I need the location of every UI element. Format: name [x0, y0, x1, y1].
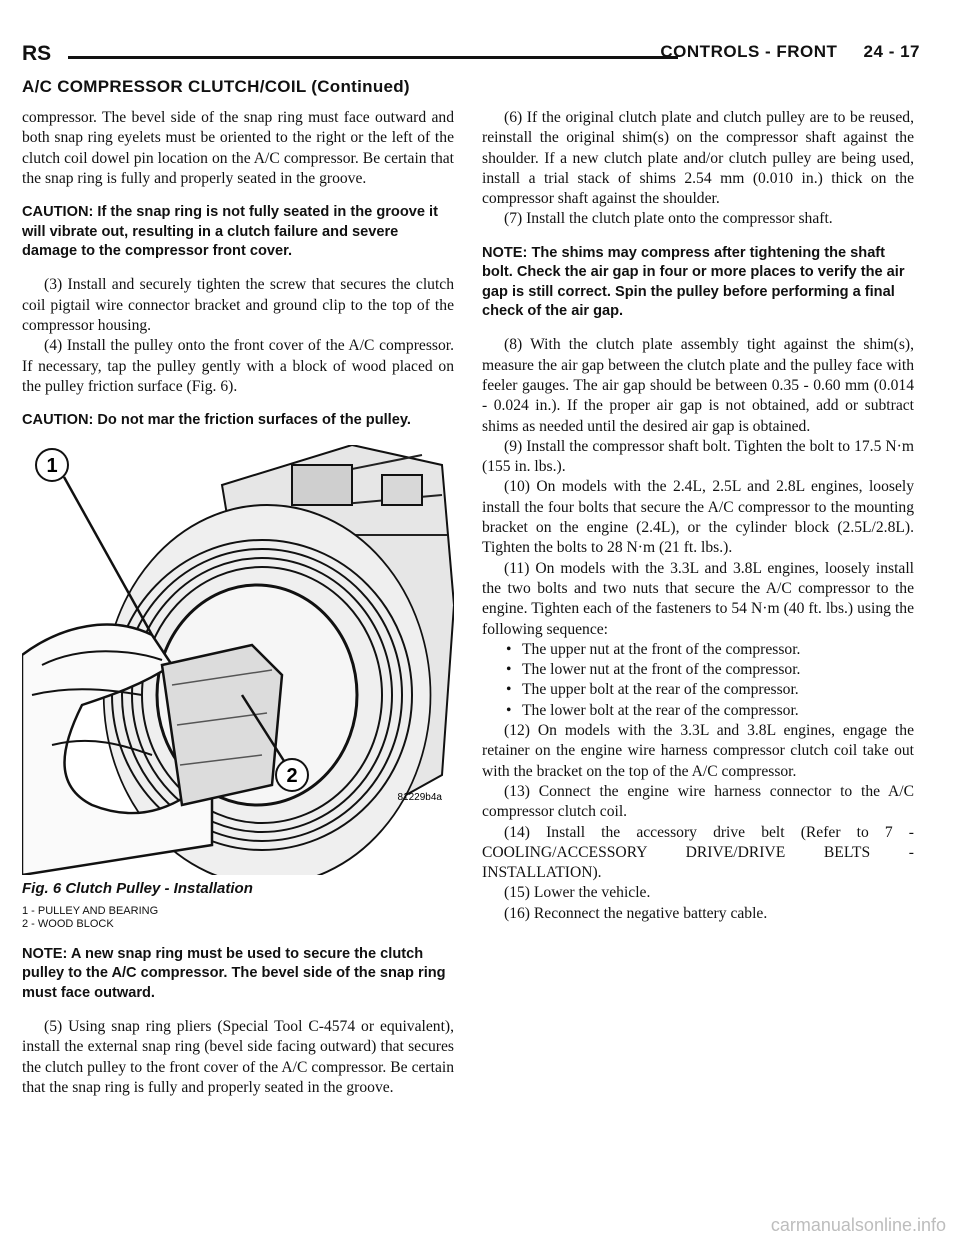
callout-1: 1 [46, 454, 58, 477]
caution-text: CAUTION: Do not mar the friction surfaces of the pulley. [22, 412, 411, 429]
step-7: (7) Install the clutch plate onto the compressor shaft. [504, 210, 833, 228]
section-title: A/C COMPRESSOR CLUTCH/COIL (Continued) [22, 77, 410, 96]
sequence-list [482, 640, 914, 721]
figure-clutch-pulley [22, 445, 454, 875]
note-text: NOTE: A new snap ring must be used to secure the clutch pulley to the A/C compressor. The bevel side of the snap ring must face outward. [22, 945, 446, 1001]
legend-item: 1 - PULLEY AND BEARING [22, 904, 159, 917]
step-3: (3) Install and securely tighten the screw that secures the clutch coil pigtail wire connector bracket and ground clip to the top of the compressor housing. [22, 276, 454, 334]
callout-2: 2 [286, 764, 298, 787]
list-item: • The lower nut at the front of the compressor. [504, 660, 914, 680]
figure-code: 81229b4a [397, 791, 442, 803]
right-column [482, 108, 914, 924]
step-12: (12) On models with the 3.3L and 3.8L engines, engage the retainer on the engine wire harness compressor clutch coil take out with the bracket on the top of the A/C compressor. [482, 722, 914, 780]
header-left: RS [22, 42, 52, 65]
step-15: (15) Lower the vehicle. [504, 884, 651, 902]
note-text: NOTE: The shims may compress after tightening the shaft bolt. Check the air gap in four or more places to verify the air gap is still correct. Spin the pulley before performing a final check of the air gap. [482, 244, 905, 319]
list-item: • The upper bolt at the rear of the compressor. [504, 680, 914, 700]
step-9: (9) Install the compressor shaft bolt. Tighten the bolt to 17.5 N·m (155 in. lbs.). [482, 437, 914, 476]
step-5: (5) Using snap ring pliers (Special Tool C-4574 or equivalent), install the external snap ring (bevel side facing outward) that secures the clutch pulley to the front cover of the A/C compressor. Be certain that the snap ring is fully and properly seated in the groove. [22, 1018, 454, 1096]
header-rule [68, 56, 678, 59]
clutch-pulley-illustration [22, 445, 454, 875]
step-13: (13) Connect the engine wire harness connector to the A/C compressor clutch coil. [482, 782, 914, 821]
callout-1-leader [64, 477, 152, 635]
step-8: (8) With the clutch plate assembly tight against the shim(s), measure the air gap between the clutch plate and the pulley face with feeler gauges. The air gap should be between 0.35 - 0.60 mm (0.014 - 0.024 in.). If the proper air gap is not obtained, add or subtract shims as needed until the desired air gap is obtained. [482, 336, 914, 435]
figure-legend [22, 905, 454, 931]
left-column [22, 108, 454, 1098]
step-14: (14) Install the accessory drive belt (Refer to 7 - COOLING/ACCESSORY DRIVE/DRIVE BELTS - INSTALLATION). [482, 823, 914, 882]
list-item: • The upper nut at the front of the compressor. [504, 640, 914, 660]
list-item: • The lower bolt at the rear of the compressor. [504, 701, 914, 721]
header-right: CONTROLS - FRONT 24 - 17 [660, 42, 920, 61]
paragraph: compressor. The bevel side of the snap ring must face outward and both snap ring eyelets must be oriented to the right or the left of the clutch coil dowel pin location on the A/C compressor. Be certain that the snap ring is fully and properly seated in the groove. [22, 109, 454, 187]
step-16: (16) Reconnect the negative battery cable. [504, 904, 768, 922]
step-10: (10) On models with the 2.4L, 2.5L and 2.8L engines, loosely install the four bolts that secure the A/C compressor to the mounting bracket on the engine (2.4L), or the cylinder block (2.5L/2.8L). Tighten the bolts to 28 N·m (21 ft. lbs.). [482, 478, 914, 557]
step-4: (4) Install the pulley onto the front cover of the A/C compressor. If necessary, tap the pulley gently with a block of wood placed on the pulley friction surface (Fig. 6). [22, 337, 454, 395]
legend-item: 2 - WOOD BLOCK [22, 917, 114, 930]
watermark: carmanualsonline.info [770, 1215, 946, 1235]
step-11: (11) On models with the 3.3L and 3.8L engines, loosely install the two bolts and two nuts that secure the A/C compressor to the engine. Tighten each of the fasteners to 54 N·m (40 ft. lbs.) using the following sequence: [482, 559, 914, 638]
caution-text: CAUTION: If the snap ring is not fully seated in the groove it will vibrate out, resulting in a clutch failure and severe damage to the compressor front cover. [22, 204, 438, 259]
page-header [22, 42, 938, 70]
step-6: (6) If the original clutch plate and clutch pulley are to be reused, reinstall the original shim(s) on the compressor shaft against the shoulder. If a new clutch plate and/or clutch pulley are being used, install a trial stack of shims 2.54 mm (0.010 in.) thick on the compressor shaft against the shoulder. [482, 109, 914, 208]
figure-caption: Fig. 6 Clutch Pulley - Installation [22, 879, 253, 897]
